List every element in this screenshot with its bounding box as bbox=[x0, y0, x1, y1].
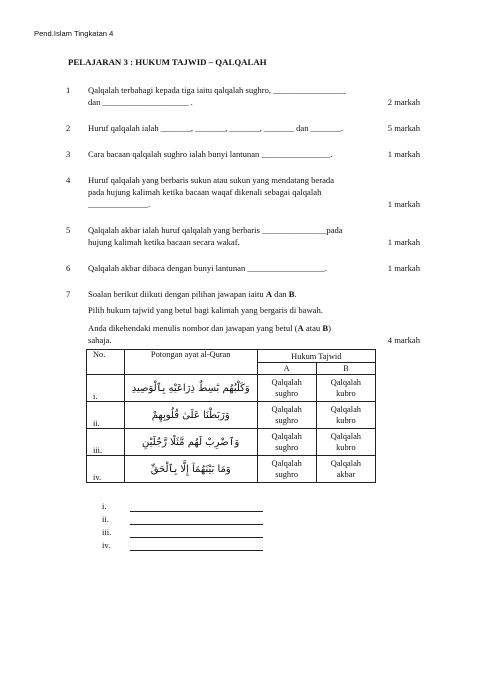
col-header-b: B bbox=[316, 363, 375, 375]
question-4-line-1: Huruf qalqalah yang berbaris sukun atau sukun yang mendatang berada bbox=[88, 175, 335, 185]
question-4-line-2: pada hujung kalimah ketika bacaan waqaf dikenali sebagai qalqalah bbox=[88, 187, 322, 197]
question-mark: 4 markah bbox=[387, 335, 420, 345]
answer-label: iv. bbox=[102, 540, 111, 550]
answer-label: ii. bbox=[102, 514, 109, 524]
answer-label: iii. bbox=[102, 527, 112, 537]
question-3-line-1: Cara bacaan qalqalah sughro ialah bunyi lantunan ________________. bbox=[88, 149, 333, 159]
question-2-line-1: Huruf qalqalah ialah _______, _______, _______, _______ dan _______. bbox=[88, 123, 343, 133]
row-number: iv. bbox=[87, 456, 125, 483]
col-header-ayat: Potongan ayat al-Quran bbox=[124, 350, 257, 375]
option-b: Qalqalah akbar bbox=[316, 456, 375, 483]
question-number: 6 bbox=[66, 263, 71, 273]
table-row bbox=[87, 402, 376, 429]
question-number: 4 bbox=[66, 175, 71, 185]
question-number: 2 bbox=[66, 123, 71, 133]
question-4-line-3: ______________. bbox=[88, 199, 151, 209]
ayat-text: وَرَبَطْنَا عَلَىٰ قُلُوبِهِمْ bbox=[124, 402, 257, 429]
question-7-line-3: Anda dikehendaki menulis nombor dan jawapan yang betul (A atau B) bbox=[88, 323, 331, 333]
question-5-line-2: hujung kalimah ketika bacaan secara wakaf. bbox=[88, 237, 240, 247]
table-row bbox=[87, 456, 376, 483]
question-number: 3 bbox=[66, 149, 71, 159]
option-b: Qalqalah kubro bbox=[316, 402, 375, 429]
question-mark: 5 markah bbox=[387, 123, 420, 133]
option-b: Qalqalah kubro bbox=[316, 429, 375, 456]
question-mark: 1 markah bbox=[387, 263, 420, 273]
table-row bbox=[87, 429, 376, 456]
table-row bbox=[87, 375, 376, 402]
option-a: Qalqalah sughro bbox=[257, 456, 316, 483]
answer-line[interactable] bbox=[130, 540, 263, 551]
question-mark: 1 markah bbox=[387, 199, 420, 209]
row-number: iii. bbox=[87, 429, 125, 456]
row-number: i. bbox=[87, 375, 125, 402]
answer-line[interactable] bbox=[130, 527, 263, 538]
question-6-line-1: Qalqalah akbar dibaca dengan bunyi lantunan __________________. bbox=[88, 263, 327, 273]
col-header-no: No. bbox=[87, 350, 125, 375]
option-b: Qalqalah kubro bbox=[316, 375, 375, 402]
question-7-line-2: Pilih hukum tajwid yang betul bagi kalimah yang bergaris di bawah. bbox=[88, 305, 323, 315]
question-number: 1 bbox=[66, 85, 71, 95]
row-number: ii. bbox=[87, 402, 125, 429]
option-a: Qalqalah sughro bbox=[257, 429, 316, 456]
question-mark: 2 markah bbox=[387, 97, 420, 107]
lesson-title: PELAJARAN 3 : HUKUM TAJWID – QALQALAH bbox=[68, 57, 267, 67]
question-5-line-1: Qalqalah akbar ialah huruf qalqalah yang berbaris _______________pada bbox=[88, 225, 343, 235]
col-header-hukum: Hukum Tajwid bbox=[257, 350, 375, 363]
question-mark: 1 markah bbox=[387, 237, 420, 247]
answer-line[interactable] bbox=[130, 501, 263, 512]
page-header: Pend.Islam Tingkatan 4 bbox=[34, 29, 114, 38]
answer-label: i. bbox=[102, 501, 107, 511]
option-a: Qalqalah sughro bbox=[257, 375, 316, 402]
option-a: Qalqalah sughro bbox=[257, 402, 316, 429]
ayat-text: وَٱضْرِبْ لَهُم مَّثَلًا رَّجُلَيْنِ bbox=[124, 429, 257, 456]
tajwid-table bbox=[86, 349, 376, 483]
ayat-text: وَكَلْبُهُم بَٰسِطٌ ذِرَاعَيْهِ بِٱلْوَصِيدِ bbox=[124, 375, 257, 402]
ayat-text: وَمَا بَيْنَهُمَآ إِلَّا بِٱلْحَقِّ bbox=[124, 456, 257, 483]
col-header-a: A bbox=[257, 363, 316, 375]
question-number: 5 bbox=[66, 225, 71, 235]
question-7-line-4: sahaja. bbox=[88, 335, 112, 345]
question-number: 7 bbox=[66, 289, 71, 299]
question-1-line-1: Qalqalah terbahagi kepada tiga iaitu qalqalah sughro, _________________ bbox=[88, 85, 347, 95]
question-7-line-1: Soalan berikut diikuti dengan pilihan jawapan iaitu A dan B. bbox=[88, 289, 297, 299]
answer-line[interactable] bbox=[130, 514, 263, 525]
question-1-line-2: dan ____________________ . bbox=[88, 97, 193, 107]
question-mark: 1 markah bbox=[387, 149, 420, 159]
